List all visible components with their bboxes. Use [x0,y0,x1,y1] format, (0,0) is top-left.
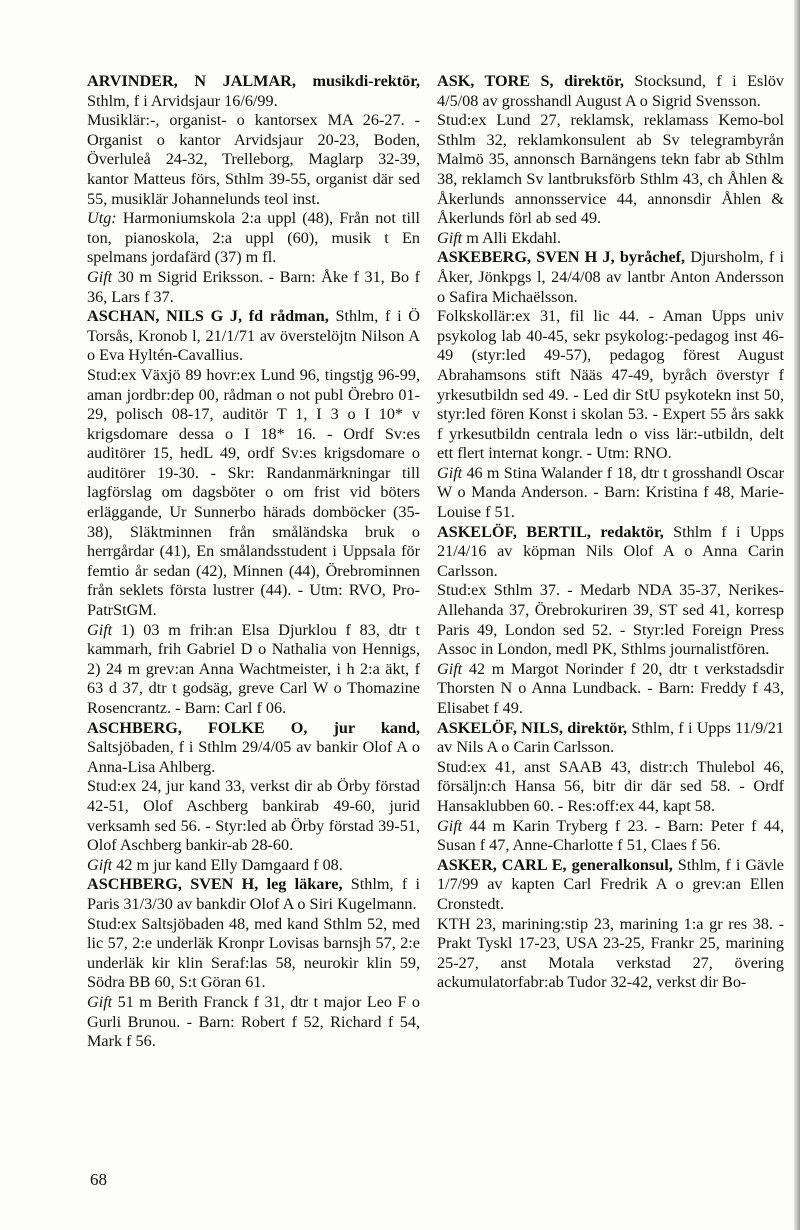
paragraph-text: Stud:ex 41, anst SAAB 43, distr:ch Thulebol 46, försäljn:ch Hansa 56, bitr dir där sed 58. - Ordf Hansaklubben 60. - Res:off:ex 44, kapt 58. [437,757,784,815]
paragraph-text: 30 m Sigrid Eriksson. - Barn: Åke f 31, Bo f 36, Lars f 37. [87,267,421,306]
paragraph-text: KTH 23, marining:stip 23, marining 1:a gr res 38. - Prakt Tyskl 17-23, USA 23-25, Frankr 25, marining 25-27, anst Motala verkstad 27, övering ackumulatorfabr:ab Tudor 32-42, verkst dir Bo- [437,914,784,992]
directory-entry [87,72,420,307]
paragraph-label: Gift [87,855,113,874]
entry-paragraph [437,915,784,993]
paragraph-text: Stud:ex Sthlm 37. - Medarb NDA 35-37, Nerikes-Allehanda 37, Örebrokuriren 39, ST sed 41, korresp Paris 49, London sed 52. - Styr:led Foreign Press Assoc in London, medl PK, Sthlms journalistfören. [437,581,784,659]
entry-heading [87,72,420,111]
paragraph-label: Gift [87,620,113,639]
directory-entry [437,856,784,993]
right-column [437,72,784,993]
entry-title: byråchef, [619,248,686,267]
entry-title: generalkonsul, [571,855,673,874]
page-number: 68 [90,1170,107,1189]
entry-heading [87,307,420,366]
entry-title: musikdi-rektör, [312,72,420,90]
entry-paragraph [437,464,784,523]
directory-entry [437,72,784,248]
entry-name: ASKEBERG, SVEN H J, [437,248,615,267]
entry-intro: Sthlm f i Upps 21/4/16 av köpman Nils Olof A o Anna Carin Carlsson. [437,522,785,580]
entry-intro: Stocksund, f i Eslöv 4/5/08 av grosshandl August A o Sigrid Svensson. [437,72,785,110]
entry-paragraph [87,856,420,876]
paragraph-label: Gift [437,228,463,247]
paragraph-text: 42 m Margot Norinder f 20, dtr t verkstadsdir Thorsten N o Anna Lundback. - Barn: Freddy f 43, Elisabet f 49. [437,659,784,717]
entry-paragraph [437,581,784,659]
paragraph-text: 42 m jur kand Elly Damgaard f 08. [116,855,343,874]
entry-paragraph [87,621,420,719]
entry-name: ASK, TORE S, [437,72,554,90]
entry-intro: Saltsjöbaden, f i Sthlm 29/4/05 av bankir Olof A o Anna-Lisa Ahlberg. [87,738,420,776]
entry-title: jur kand, [333,718,421,737]
entry-intro: Sthlm, f i Ö Torsås, Kronob l, 21/1/71 av överstelöjtn Nilson A o Eva Hyltén-Cavallius. [87,307,421,365]
paragraph-text: 51 m Berith Franck f 31, dtr t major Leo F o Gurli Brunou. - Barn: Robert f 52, Richard f 54, Mark f 56. [87,992,420,1051]
entry-heading [437,719,784,758]
paragraph-text: Harmoniumskola 2:a uppl (48), Från not till ton, pianoskola, 2:a uppl (60), musik t En spelmans jordafärd (37) m fl. [87,209,421,267]
entry-heading [437,856,784,915]
paragraph-text: m Alli Ekdahl. [466,228,562,247]
entry-paragraph [437,307,784,464]
entry-intro: Sthlm, f i Paris 31/3/30 av bankdir Olof A o Siri Kugelmann. [87,875,421,913]
left-column [87,72,420,1052]
entry-name: ASCHBERG, FOLKE O, [87,718,308,737]
entry-name: ASKER, CARL E, [437,855,567,874]
entry-heading [437,248,784,307]
directory-entry [437,248,784,522]
directory-entry [87,875,420,1051]
paragraph-text: Musiklär:-, organist- o kantorsex MA 26-27. - Organist o kantor Arvidsjaur 20-23, Boden, Överluleå 24-32, Trelleborg, Maglarp 32-39, kantor Matteus förs, Sthlm 39-55, organist där sed 55, musiklär Johannelunds teol inst. [87,111,420,208]
paragraph-text: Stud:ex Saltsjöbaden 48, med kand Sthlm 52, med lic 57, 2:e underläk Kronpr Lovisas barnsjh 57, 2:e underläk kir klin Seraf:las 58, neurokir klin 59, Södra BB 60, S:t Göran 61. [87,914,420,992]
entry-heading [87,875,420,914]
paragraph-label: Gift [87,992,113,1011]
directory-entry [87,307,420,718]
entry-name: ASKELÖF, NILS, [437,718,564,737]
entry-paragraph [437,758,784,817]
paragraph-text: Folkskollär:ex 31, fil lic 44. - Aman Upps univ psykolog lab 40-45, sekr psykolog:-pedagog inst 46-49 (styr:led 49-57), pedagog förest August Abrahamsons stift Nääs 47-49, byråch överstyr f yrkesutbildn sed 49. - Led dir StU psykotekn inst 50, styr:led fören Konst i skolan 53. - Expert 55 års sakk f yrkesutbildn centrala ledn o viss lär:-utbildn, delt ett flert internat kongr. - Utm: RNO. [437,307,784,463]
entry-title: direktör, [567,718,628,737]
entry-paragraph [87,915,420,993]
entry-intro: Sthlm, f i Gävle 1/7/99 av kapten Carl Fredrik A o grev:an Ellen Cronstedt. [437,855,784,913]
paragraph-label: Gift [437,463,463,482]
entry-intro: Sthlm, f i Upps 11/9/21 av Nils A o Carin Carlsson. [437,718,784,757]
paragraph-label: Gift [437,816,463,835]
entry-heading [87,719,420,778]
entry-heading [437,72,784,111]
paragraph-text: 44 m Karin Tryberg f 23. - Barn: Peter f 44, Susan f 47, Anne-Charlotte f 51, Claes f 56. [437,816,785,855]
entry-paragraph [87,366,420,621]
entry-name: ASKELÖF, BERTIL, [437,522,591,541]
entry-paragraph [437,817,784,856]
entry-paragraph [87,268,420,307]
entry-paragraph [437,111,784,229]
paragraph-text: Stud:ex 24, jur kand 33, verkst dir ab Örby förstad 42-51, Olof Aschberg bankirab 49-60, jurid verksamh sed 56. - Styr:led ab Örby förstad 39-51, Olof Aschberg bankir-ab 28-60. [87,777,420,855]
entry-name: ASCHAN, NILS G J, [87,307,243,326]
entry-paragraph [87,777,420,855]
paragraph-text: 1) 03 m frih:an Elsa Djurklou f 83, dtr t kammarh, frih Gabriel D o Nathalia von Hennigs, 2) 24 m grev:an Anna Wachtmeister, i h 2:a äkt, f 63 d 37, dtr t godsäg, greve Carl W o Thomazine Rosencrantz. - Barn: Carl f 06. [87,620,420,717]
entry-paragraph [437,229,784,249]
entry-title: redaktör, [600,522,664,541]
entry-name: ASCHBERG, SVEN H, [87,875,259,894]
entry-title: leg läkare, [266,875,343,894]
entry-paragraph [87,111,420,209]
paragraph-label: Gift [437,659,463,678]
page-edge-shadow [794,0,800,1230]
entry-intro: Djursholm, f i Åker, Jönkpgs l, 24/4/08 av lantbr Anton Andersson o Safira Michaëlsson. [437,248,785,306]
directory-entry [437,719,784,856]
entry-paragraph [437,660,784,719]
paragraph-text: 46 m Stina Walander f 18, dtr t grosshandl Oscar W o Manda Anderson. - Barn: Kristina f 48, Marie-Louise f 51. [437,463,784,522]
directory-entry [87,719,420,876]
entry-paragraph [87,209,420,268]
entry-paragraph [87,993,420,1052]
entry-title: direktör, [564,72,624,90]
paragraph-label: Utg: [87,209,117,228]
directory-entry [437,523,784,719]
entry-name: ARVINDER, N JALMAR, [87,72,296,90]
entry-title: fd rådman, [248,307,329,326]
paragraph-label: Gift [87,267,113,286]
paragraph-text: Stud:ex Växjö 89 hovr:ex Lund 96, tingstjg 96-99, aman jordbr:dep 00, rådman o not publ Örebro 01-29, polisch 08-17, auditör T 1, I 3 o I 10* v krigsdomare dessa o I 18* 16. - Ordf Sv:es auditörer 15, hedL 49, ordf Sv:es krigsdomare o auditörer 19-30. - Skr: Randanmärkningar till lagförslag om dagsböter o om frist vid böters erläggande, Ur Sunnerbo härads domböcker (35-38), Släktminnen från småländska bruk o herrgårdar (41), En smålandsstudent i Uppsala för femtio år sedan (42), Minnen (44), Örebrominnen från seklets första lustrer (44). - Utm: RVO, Pro-PatrStGM. [87,365,420,620]
paragraph-text: Stud:ex Lund 27, reklamsk, reklamass Kemo-bol Sthlm 32, reklamkonsulent ab Sv telegrambyrån Malmö 35, annonsch Barnängens tekn fabr ab Sthlm 38, reklamch Sv lantbruksförb Sthlm 43, ch Åhlen & Åkerlunds annonsservice 44, annonsdir Åhlen & Åkerlunds förl ab sed 49. [437,111,784,228]
entry-heading [437,523,784,582]
entry-intro: Sthlm, f i Arvidsjaur 16/6/99. [87,91,278,110]
